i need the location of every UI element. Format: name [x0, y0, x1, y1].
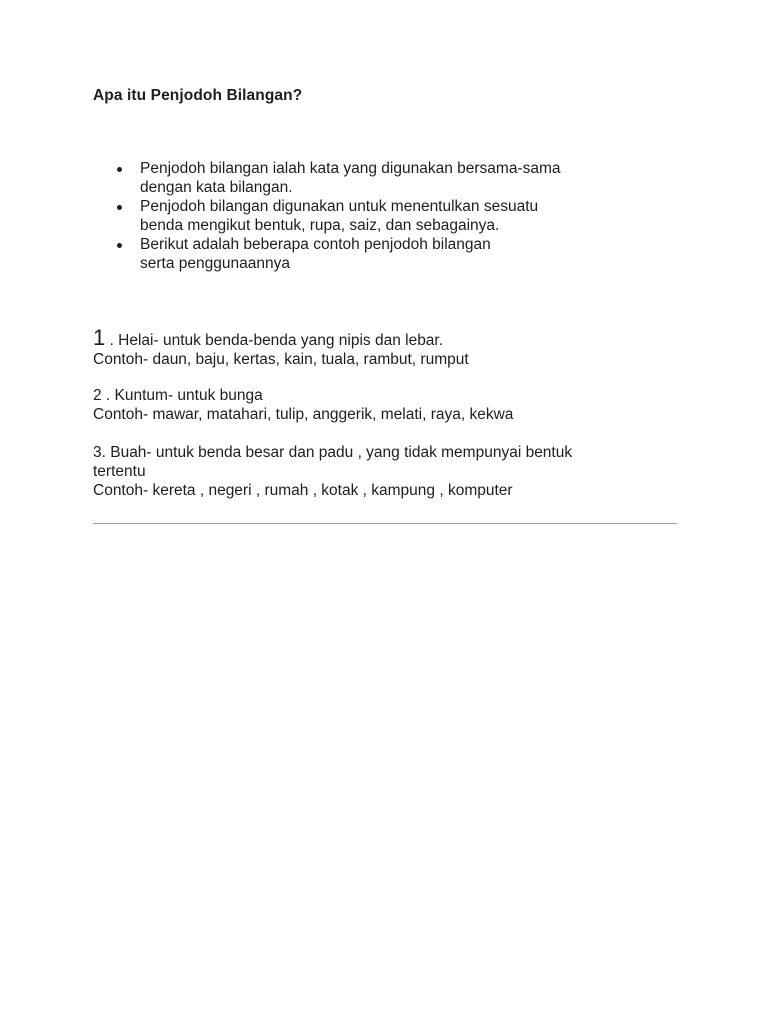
section-example: Contoh- daun, baju, kertas, kain, tuala, rambut, rumput [93, 351, 469, 368]
bullet-dot-icon [117, 243, 122, 248]
bullet-text: benda mengikut bentuk, rupa, saiz, dan sebagainya. [140, 217, 500, 234]
section-title: 2 . Kuntum- untuk bunga [93, 387, 263, 404]
bullet-list [93, 159, 653, 273]
section-example: Contoh- mawar, matahari, tulip, anggerik, melati, raya, kekwa [93, 406, 514, 423]
section-number: 1 [93, 325, 106, 350]
section-title: 3. Buah- untuk benda besar dan padu , yang tidak mempunyai bentuk [93, 444, 573, 461]
section-title-text: . Helai- untuk benda-benda yang nipis dan lebar. [105, 332, 444, 349]
page-title: Apa itu Penjodoh Bilangan? [93, 87, 303, 104]
bullet-item [93, 159, 653, 197]
bullet-text: Penjodoh bilangan digunakan untuk menentulkan sesuatu [140, 198, 539, 215]
section-title [93, 325, 673, 350]
bullet-text: Penjodoh bilangan ialah kata yang digunakan bersama-sama [140, 160, 561, 177]
section-helai [93, 325, 673, 369]
bullet-item [93, 235, 653, 273]
section-title-continued: tertentu [93, 463, 146, 480]
bullet-item [93, 197, 653, 235]
horizontal-divider [93, 523, 677, 524]
section-example: Contoh- kereta , negeri , rumah , kotak , kampung , komputer [93, 482, 513, 499]
bullet-dot-icon [117, 167, 122, 172]
section-kuntum [93, 386, 673, 424]
section-buah [93, 443, 673, 500]
bullet-dot-icon [117, 205, 122, 210]
bullet-text: dengan kata bilangan. [140, 179, 293, 196]
bullet-text: serta penggunaannya [140, 255, 290, 272]
bullet-text: Berikut adalah beberapa contoh penjodoh bilangan [140, 236, 491, 253]
